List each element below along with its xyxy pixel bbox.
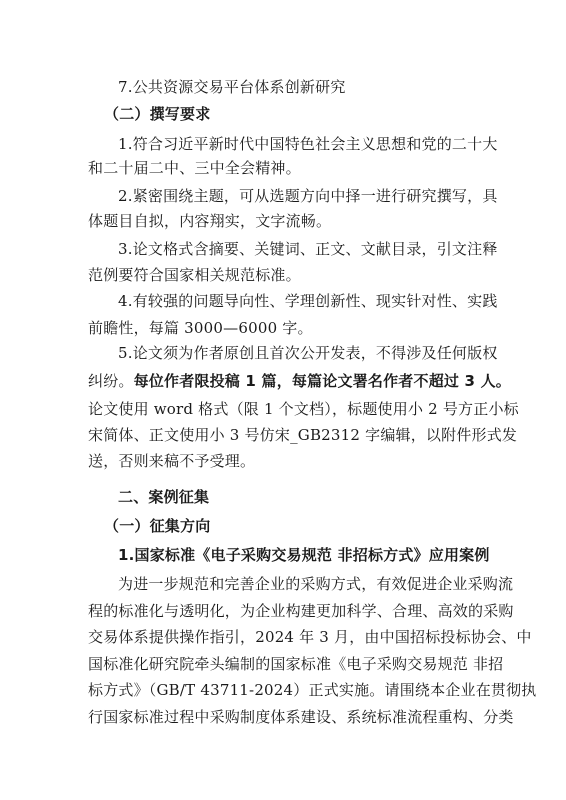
requirement-5-line-2 [88, 371, 511, 391]
paragraph-line-5: 标方式》（GB/T 43711-2024）正式实施。请围绕本企业在贯彻执 [88, 681, 537, 699]
case-1-title: 1.国家标准《电子采购交易规范 非招标方式》应用案例 [118, 546, 490, 564]
paragraph-line-4: 国标准化研究院牵头编制的国家标准《电子采购交易规范 非招 [88, 655, 504, 673]
requirement-5-line-3: 论文使用 word 格式（限 1 个文档），标题使用小 2 号方正小标 [88, 400, 519, 418]
topic-item-7: 7.公共资源交易平台体系创新研究 [118, 78, 346, 96]
paragraph-line-6: 行国家标准过程中采购制度体系建设、系统标准流程重构、分类 [88, 708, 514, 726]
requirement-1-line-1: 1.符合习近平新时代中国特色社会主义思想和党的二十大 [118, 135, 498, 153]
paragraph-line-2: 程的标准化与透明化，为企业构建更加科学、合理、高效的采购 [88, 602, 514, 620]
requirement-5-line-4: 宋简体、正文使用小 3 号仿宋_GB2312 字编辑，以附件形式发 [88, 426, 518, 444]
requirement-4-line-2: 前瞻性，每篇 3000—6000 字。 [88, 319, 313, 337]
requirement-2-line-1: 2.紧密围绕主题，可从选题方向中择一进行研究撰写，具 [118, 187, 498, 205]
paragraph-line-3: 交易体系提供操作指引，2024 年 3 月，由中国招标投标协会、中 [88, 628, 532, 646]
subheading-writing-requirements: （二）撰写要求 [104, 105, 211, 123]
requirement-5-line-1: 5.论文须为作者原创且首次公开发表，不得涉及任何版权 [118, 344, 498, 362]
submission-limit-note: 每位作者限投稿 1 篇，每篇论文署名作者不超过 3 人。 [133, 372, 511, 390]
requirement-5-line-5: 送，否则来稿不予受理。 [88, 452, 256, 470]
subheading-collection-direction: （一）征集方向 [104, 517, 211, 535]
requirement-5-line-2-plain: 纠纷。 [88, 372, 134, 390]
requirement-2-line-2: 体题目自拟，内容翔实，文字流畅。 [88, 212, 332, 230]
section-heading-case-collection: 二、案例征集 [118, 488, 210, 506]
requirement-1-line-2: 和二十届二中、三中全会精神。 [88, 159, 301, 177]
requirement-3-line-2: 范例要符合国家相关规范标准。 [88, 266, 301, 284]
requirement-3-line-1: 3.论文格式含摘要、关键词、正文、文献目录，引文注释 [118, 240, 498, 258]
requirement-4-line-1: 4.有较强的问题导向性、学理创新性、现实针对性、实践 [118, 292, 498, 310]
paragraph-line-1: 为进一步规范和完善企业的采购方式，有效促进企业采购流 [118, 575, 514, 593]
